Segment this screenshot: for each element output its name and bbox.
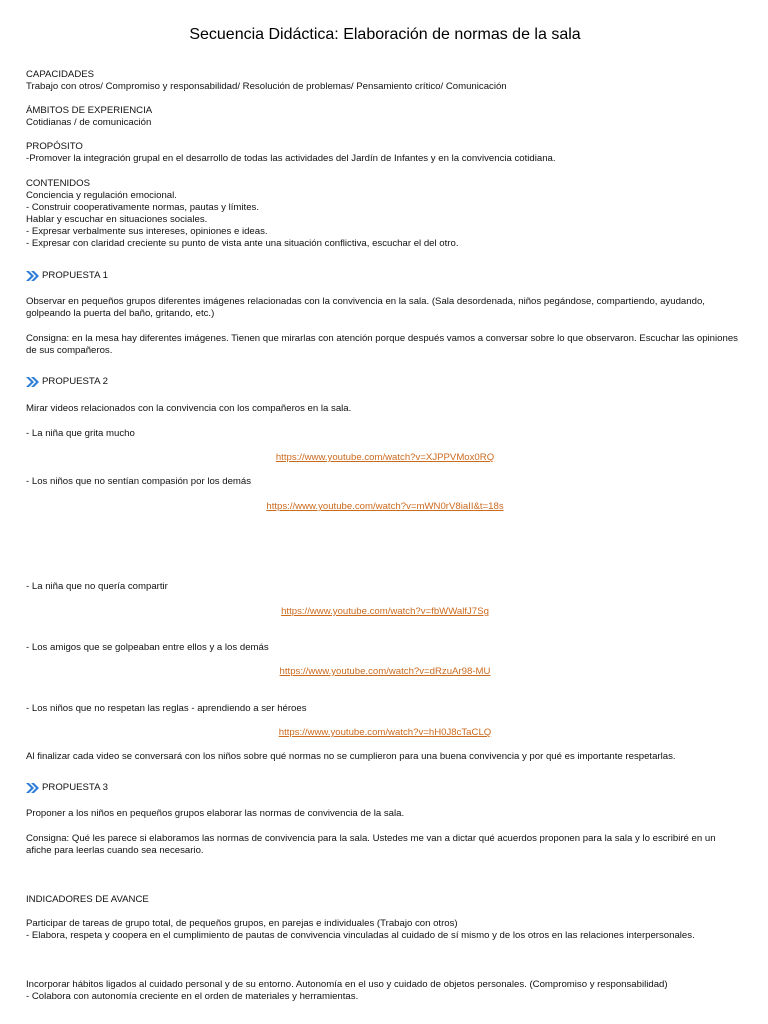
- propuesta-1-consigna-text: Consigna: en la mesa hay diferentes imágenes. Tienen que mirarlas con atención porque después vamos a conversar sobre lo que observaron. Escuchar las opiniones de sus compañeros.: [26, 333, 738, 356]
- contenidos-heading: CONTENIDOS: [26, 178, 90, 189]
- propuesta-3-label: PROPUESTA 3: [42, 782, 108, 793]
- propuesta-1-consigna: [26, 333, 742, 357]
- propuesta-1-paragraph: [26, 296, 742, 320]
- proposito-heading: PROPÓSITO: [26, 141, 83, 152]
- proposito-text: -Promover la integración grupal en el desarrollo de todas las actividades del Jardín de Infantes y en la convivencia cotidiana.: [26, 153, 556, 164]
- ambitos-text: Cotidianas / de comunicación: [26, 117, 152, 128]
- indicadores-text: - Colabora con autonomía creciente en el orden de materiales y herramientas.: [26, 991, 359, 1002]
- double-arrow-icon: [26, 271, 40, 281]
- propuesta-3-text: Proponer a los niños en pequeños grupos elaborar las normas de convivencia de la sala.: [26, 808, 405, 819]
- propuesta-3-consigna-text: Consigna: Qué les parece si elaboramos las normas de convivencia para la sala. Ustedes me van a dictar qué acuerdos proponen para la sala y lo escribiré en un afiche para leerlas cuando sea necesario.: [26, 833, 716, 856]
- contenidos-line: Hablar y escuchar en situaciones sociales.: [26, 214, 208, 225]
- video-label: - Los amigos que se golpeaban entre ellos y a los demás: [26, 642, 269, 653]
- indicadores-heading: INDICADORES DE AVANCE: [26, 894, 149, 905]
- contenidos-line: - Expresar con claridad creciente su punto de vista ante una situación conflictiva, escuchar el del otro.: [26, 238, 459, 249]
- contenidos-section: [26, 178, 742, 250]
- video-label: - La niña que no quería compartir: [26, 581, 168, 592]
- double-arrow-icon: [26, 377, 40, 387]
- propuesta-3-heading: [26, 782, 742, 794]
- video-label: - Los niños que no respetan las reglas - aprendiendo a ser héroes: [26, 703, 307, 714]
- video-link[interactable]: https://www.youtube.com/watch?v=fbWWalfJ7Sg: [281, 606, 489, 617]
- propuesta-1-text: Observar en pequeños grupos diferentes imágenes relacionadas con la convivencia en la sala. (Sala desordenada, niños pegándose, compartiendo, ayudando, golpeando la puerta del baño, gritando, etc.): [26, 296, 705, 319]
- propuesta-2-heading: [26, 376, 742, 388]
- indicadores-text: Incorporar hábitos ligados al cuidado personal y de su entorno. Autonomía en el uso y cuidado de objetos personales. (Compromiso y responsabilidad): [26, 979, 668, 990]
- indicadores-paragraph-1: [26, 918, 742, 942]
- video-link[interactable]: https://www.youtube.com/watch?v=hH0J8cTaCLQ: [278, 727, 492, 738]
- indicadores-text: Participar de tareas de grupo total, de pequeños grupos, en parejas e individuales (Trabajo con otros): [26, 918, 458, 929]
- propuesta-2-label: PROPUESTA 2: [42, 376, 108, 387]
- contenidos-line: - Construir cooperativamente normas, pautas y límites.: [26, 202, 260, 213]
- video-label: - La niña que grita mucho: [26, 428, 135, 439]
- video-link[interactable]: https://www.youtube.com/watch?v=XJPPVMox0RQ: [275, 452, 495, 463]
- document-title: Secuencia Didáctica: Elaboración de normas de la sala: [189, 26, 581, 43]
- video-link[interactable]: https://www.youtube.com/watch?v=dRzuAr98-MU: [279, 666, 491, 677]
- propuesta-2-closing: Al finalizar cada video se conversará con los niños sobre qué normas no se cumplieron para una buena convivencia y por qué es importante respetarlas.: [26, 751, 676, 762]
- capacidades-text: Trabajo con otros/ Compromiso y responsabilidad/ Resolución de problemas/ Pensamiento crítico/ Comunicación: [26, 81, 507, 92]
- video-label: - Los niños que no sentían compasión por los demás: [26, 476, 252, 487]
- video-link[interactable]: https://www.youtube.com/watch?v=mWN0rV8iaII&t=18s: [266, 501, 504, 512]
- ambitos-section: [26, 105, 742, 129]
- contenidos-line: - Expresar verbalmente sus intereses, opiniones e ideas.: [26, 226, 268, 237]
- propuesta-2-intro: Mirar videos relacionados con la convivencia con los compañeros en la sala.: [26, 403, 352, 414]
- propuesta-3-consigna: [26, 833, 742, 857]
- indicadores-text: - Elabora, respeta y coopera en el cumplimiento de pautas de convivencia vinculadas al cuidado de sí mismo y de los otros en las relaciones interpersonales.: [26, 930, 695, 941]
- proposito-section: [26, 141, 742, 165]
- contenidos-line: Conciencia y regulación emocional.: [26, 190, 177, 201]
- capacidades-section: [26, 69, 742, 93]
- propuesta-1-label: PROPUESTA 1: [42, 270, 108, 281]
- indicadores-paragraph-2: [26, 979, 742, 1003]
- double-arrow-icon: [26, 783, 40, 793]
- propuesta-1-heading: [26, 270, 742, 282]
- ambitos-heading: ÁMBITOS DE EXPERIENCIA: [26, 105, 153, 116]
- capacidades-heading: CAPACIDADES: [26, 69, 95, 80]
